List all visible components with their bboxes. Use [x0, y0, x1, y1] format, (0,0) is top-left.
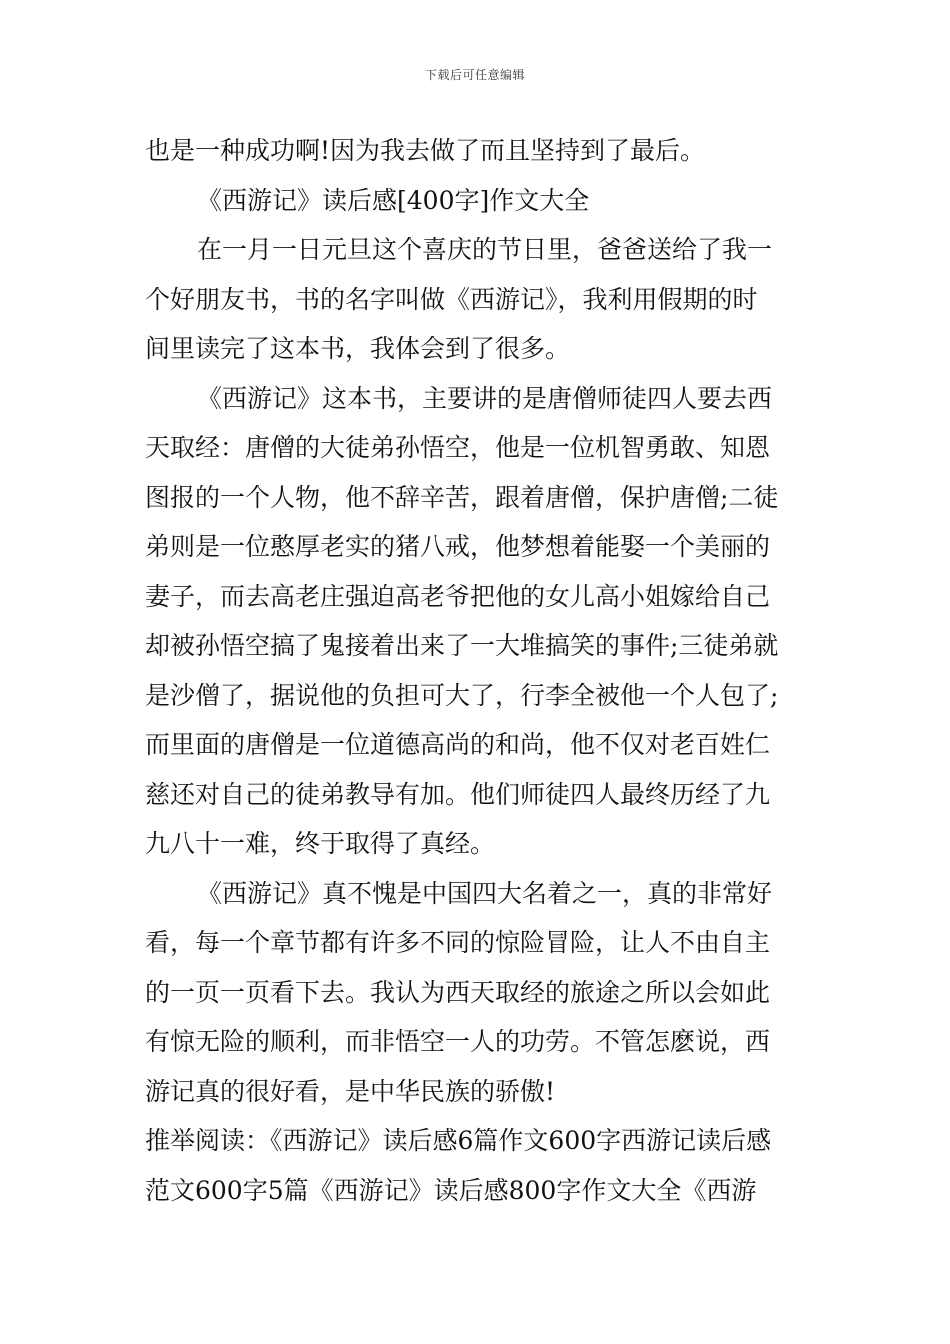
header-note: 下载后可任意编辑: [424, 68, 525, 82]
recommended-reading: 推举阅读：《西游记》读后感6篇作文600字西游记读后感: [145, 1126, 772, 1155]
text-line: 妻子，而去高老庄强迫高老爷把他的女儿高小姐嫁给自己: [145, 581, 771, 611]
text-line: 天取经：唐僧的大徒弟孙悟空，他是一位机智勇敢、知恩: [145, 433, 771, 462]
text-line: 弟则是一位憨厚老实的猪八戒，他梦想着能娶一个美丽的: [145, 532, 771, 561]
text-line: 《西游记》这本书，主要讲的是唐僧师徒四人要去西: [197, 383, 773, 413]
section-title: 《西游记》读后感[400字]作文大全: [197, 185, 590, 215]
text-line: 是沙僧了，据说他的负担可大了，行李全被他一个人包了;: [145, 680, 779, 710]
text-line: 看，每一个章节都有许多不同的惊险冒险，让人不由自主: [145, 928, 771, 957]
document-body: [145, 126, 809, 1215]
recommended-reading: 范文600字5篇《西游记》读后感800字作文大全《西游: [145, 1175, 757, 1205]
text-line: 慈还对自己的徒弟教导有加。他们师徒四人最终历经了九: [145, 779, 771, 809]
text-line: 个好朋友书，书的名字叫做《西游记》，我利用假期的时: [145, 284, 758, 314]
text-line: 《西游记》真不愧是中国四大名着之一，真的非常好: [197, 878, 773, 908]
text-line: 却被孙悟空搞了鬼接着出来了一大堆搞笑的事件;三徒弟就: [145, 631, 779, 660]
text-line: 也是一种成功啊!因为我去做了而且坚持到了最后。: [145, 136, 706, 165]
text-line: 有惊无险的顺利，而非悟空一人的功劳。不管怎麽说，西: [145, 1027, 771, 1056]
text-line: 九八十一难，终于取得了真经。: [145, 829, 496, 858]
text-line: 在一月一日元旦这个喜庆的节日里，爸爸送给了我一: [197, 235, 773, 264]
text-line: 的一页一页看下去。我认为西天取经的旅途之所以会如此: [145, 977, 771, 1007]
text-line: 间里读完了这本书，我体会到了很多。: [145, 334, 571, 363]
text-line: 图报的一个人物，他不辞辛苦，跟着唐僧，保护唐僧;二徒: [145, 482, 779, 512]
text-line: 游记真的很好看，是中华民族的骄傲!: [145, 1076, 556, 1106]
text-line: 而里面的唐僧是一位道德高尚的和尚，他不仅对老百姓仁: [145, 730, 771, 759]
